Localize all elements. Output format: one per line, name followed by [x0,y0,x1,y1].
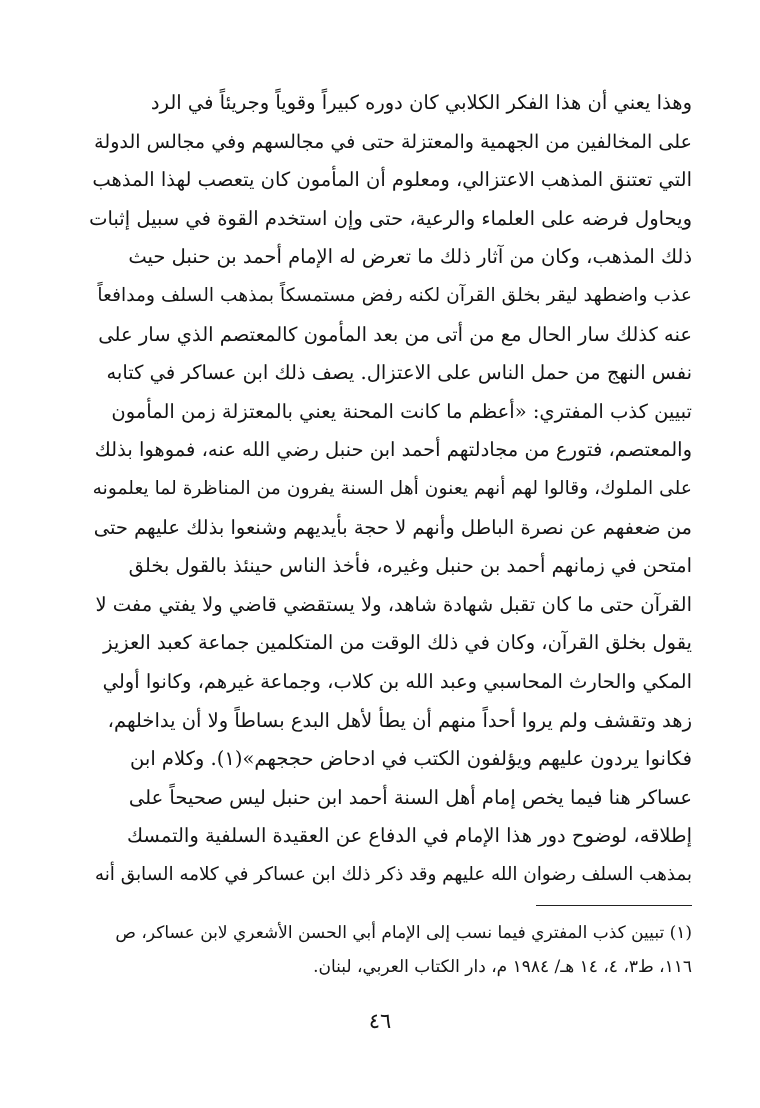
footnote [86,916,692,984]
text-line: عذب واضطهد ليقر بخلق القرآن لكنه رفض مستمسكاً بمذهب السلف ومدافعاً [97,284,692,306]
text-line: يقول بخلق القرآن، وكان في ذلك الوقت من المتكلمين جماعة كعبد العزيز [103,631,692,655]
text-line: والمعتصم، فتورع من مجادلتهم أحمد ابن حنبل رضي الله عنه، فموهوا بذلك [94,438,692,462]
text-line: القرآن حتى ما كان تقبل شهادة شاهد، ولا يستقضي قاضي ولا يفتي مفت لا [95,592,692,616]
text-line: زهد وتقشف ولم يروا أحداً منهم أن يطأ لأهل البدع بساطاً ولا أن يداخلهم، [107,708,692,732]
text-line: نفس النهج من حمل الناس على الاعتزال. يصف ذلك ابن عساكر في كتابه [106,361,692,385]
text-line: امتحن في زمانهم أحمد بن حنبل وغيره، فأخذ الناس حينئذ بالقول بخلق [128,554,692,578]
text-line: بمذهب السلف رضوان الله عليهم وقد ذكر ذلك ابن عساكر في كلامه السابق أنه [94,863,692,885]
text-line: تبيين كذب المفتري: «أعظم ما كانت المحنة يعني بالمعتزلة زمن المأمون [111,399,692,423]
footnote-line: (١) تبيين كذب المفتري فيما نسب إلى الإمام أبي الحسن الأشعري لابن عساكر، ص [115,923,692,943]
footnote-line: ١١٦، ط٣، ٤، ١٤ هـ/ ١٩٨٤ م، دار الكتاب العربي، لبنان. [313,957,692,977]
main-text [86,84,692,894]
text-line: ويحاول فرضه على العلماء والرعية، حتى وإن استخدم القوة في سبيل إثبات [89,206,692,230]
footnote-divider [536,905,692,906]
text-line: التي تعتنق المذهب الاعتزالي، ومعلوم أن المأمون كان يتعصب لهذا المذهب [92,168,692,192]
page-number: ٤٦ [368,1009,392,1033]
text-line: وهذا يعني أن هذا الفكر الكلابي كان دوره كبيراً وقوياً وجريئاً في الرد [150,91,692,114]
text-line: إطلاقه، لوضوح دور هذا الإمام في الدفاع عن العقيدة السلفية والتمسك [126,824,692,848]
text-line: من ضعفهم عن نصرة الباطل وأنهم لا حجة بأيديهم وشنعوا بذلك عليهم حتى [93,515,692,539]
text-line: على الملوك، وقالوا لهم أنهم يعنون أهل السنة يفرون من المناظرة لما يعلمونه [92,477,692,499]
text-line: المكي والحارث المحاسبي وعبد الله بن كلاب، وجماعة غيرهم، وكانوا أولي [102,669,692,693]
text-line: فكانوا يردون عليهم ويؤلفون الكتب في ادحاض حججهم»(١). وكلام ابن [130,747,692,771]
text-line: ذلك المذهب، وكان من آثار ذلك ما تعرض له الإمام أحمد بن حنبل حيث [128,245,692,269]
text-line: عنه كذلك سار الحال مع من أتى من بعد المأمون كالمعتصم الذي سار على [98,322,692,346]
text-line: على المخالفين من الجهمية والمعتزلة حتى في مجالسهم وفي مجالس الدولة [94,129,692,153]
text-line: عساكر هنا فيما يخص إمام أهل السنة أحمد ابن حنبل ليس صحيحاً على [128,785,692,809]
